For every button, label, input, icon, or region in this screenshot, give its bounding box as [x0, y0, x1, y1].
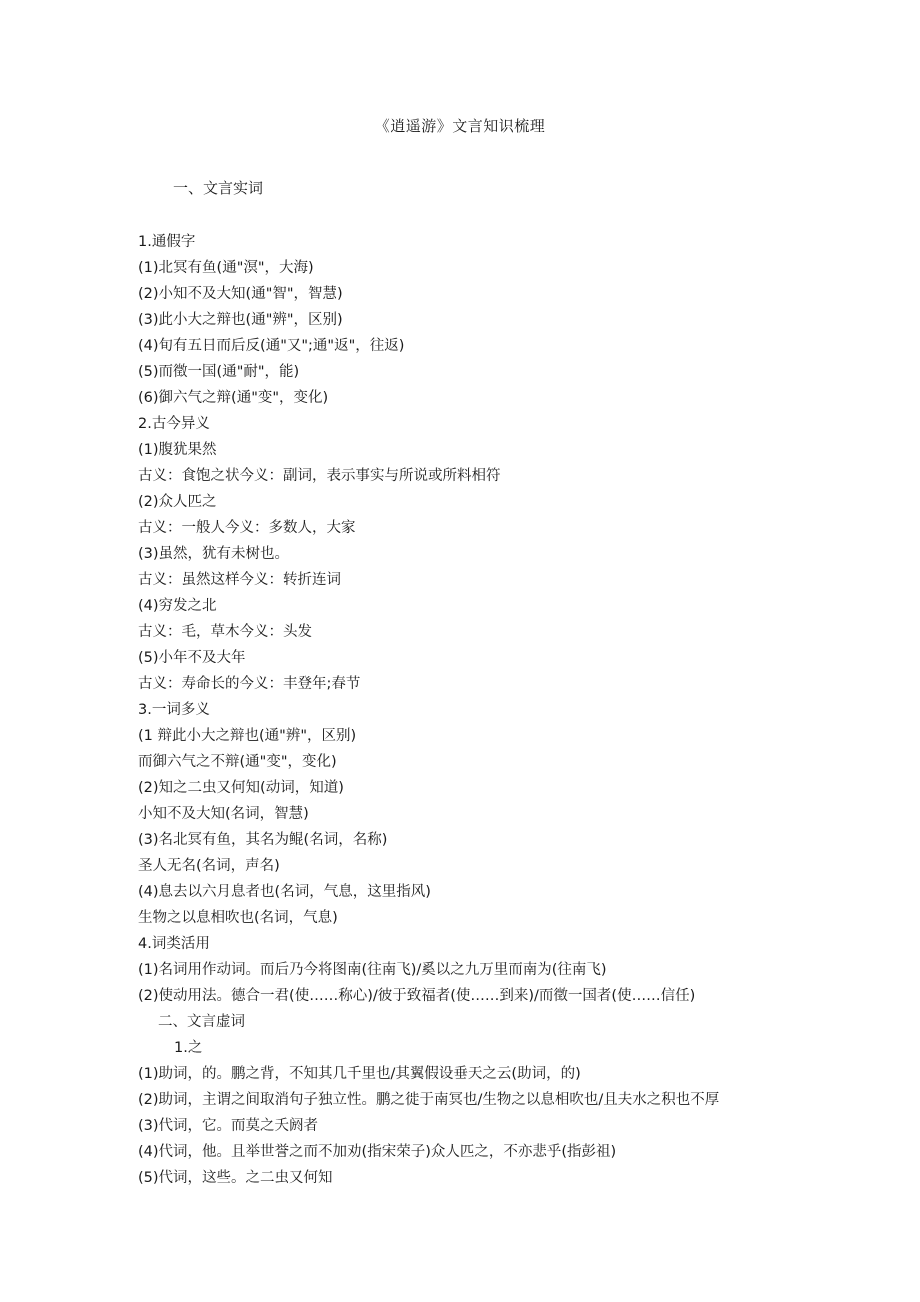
text-line: (3)此小大之辩也(通"辨"，区别) [138, 312, 343, 328]
text-line: 圣人无名(名词，声名) [138, 858, 280, 874]
text-line: 4.词类活用 [138, 936, 210, 952]
text-line: (2)使动用法。德合一君(使……称心)/彼于致福者(使……到来)/而徵一国者(使……信任) [138, 988, 696, 1004]
text-line: 而御六气之不辩(通"变"，变化) [138, 754, 337, 770]
text-line: (1)名词用作动词。而后乃今将图南(往南飞)/奚以之九万里而南为(往南飞) [138, 962, 607, 978]
text-line: 小知不及大知(名词，智慧) [138, 806, 309, 822]
text-line: (5)而徵一国(通"耐"，能) [138, 364, 300, 380]
section-heading: 一、文言实词 [173, 179, 264, 197]
text-line: (4)代词，他。且举世誉之而不加劝(指宋荣子)众人匹之，不亦悲乎(指彭祖) [138, 1144, 617, 1160]
text-line: 古义：虽然这样今义：转折连词 [138, 572, 341, 588]
text-line: (3)名北冥有鱼，其名为鲲(名词，名称) [138, 832, 388, 848]
text-line: 古义：毛，草木今义：头发 [138, 624, 312, 640]
text-line: 2.古今异义 [138, 416, 210, 432]
text-line: (2)知之二虫又何知(动词，知道) [138, 780, 344, 796]
text-line: (1)北冥有鱼(通"溟"，大海) [138, 260, 314, 276]
text-line: (5)小年不及大年 [138, 650, 246, 666]
text-line: (6)御六气之辩(通"变"，变化) [138, 390, 329, 406]
text-line: 3.一词多义 [138, 702, 210, 718]
text-line: (5)代词，这些。之二虫又何知 [138, 1170, 333, 1186]
text-line: (3)代词，它。而莫之夭阏者 [138, 1118, 319, 1134]
text-line: (4)穷发之北 [138, 598, 217, 614]
text-line: (3)虽然，犹有未树也。 [138, 546, 290, 562]
text-line: (1 辩此小大之辩也(通"辨"，区别) [138, 728, 357, 744]
text-line: 古义：食饱之状今义：副词，表示事实与所说或所料相符 [138, 468, 501, 484]
text-line: (2)小知不及大知(通"智"，智慧) [138, 286, 343, 302]
text-line: (4)旬有五日而后反(通"又";通"返"，往返) [138, 338, 405, 354]
text-line: 古义：寿命长的今义：丰登年;春节 [138, 676, 361, 692]
text-line: 1.通假字 [138, 234, 196, 250]
text-line: 生物之以息相吹也(名词，气息) [138, 910, 338, 926]
text-line: 二、文言虚词 [158, 1014, 245, 1030]
text-line: (1)腹犹果然 [138, 442, 217, 458]
text-line: 1.之 [174, 1040, 203, 1056]
text-line: (4)息去以六月息者也(名词，气息，这里指风) [138, 884, 431, 900]
document-body [138, 229, 898, 1191]
text-line: (1)助词，的。鹏之背，不知其几千里也/其翼假设垂天之云(助词，的) [138, 1066, 581, 1082]
text-line: (2)众人匹之 [138, 494, 217, 510]
document-title: 《逍遥游》文言知识梳理 [374, 117, 546, 135]
text-line: (2)助词，主谓之间取消句子独立性。鹏之徙于南冥也/生物之以息相吹也/且夫水之积也不厚 [138, 1092, 720, 1108]
text-line: 古义：一般人今义：多数人，大家 [138, 520, 356, 536]
